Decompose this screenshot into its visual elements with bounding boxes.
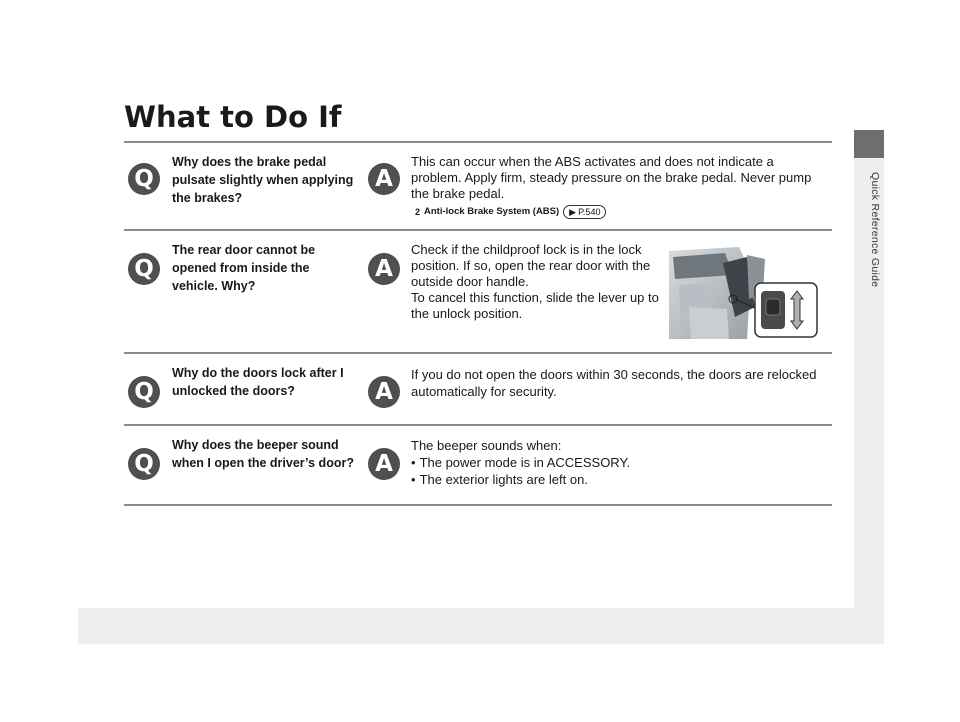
question-text: Why do the doors lock after I unlocked the doors? — [172, 366, 344, 398]
question-text: Why does the beeper sound when I open the driver’s door? — [172, 438, 354, 470]
page-reference-link[interactable] — [563, 205, 606, 219]
bullet-icon: • — [411, 455, 416, 470]
answer-badge-icon: A — [368, 376, 400, 408]
question-badge-icon: Q — [128, 253, 160, 285]
question-text: Why does the brake pedal pulsate slightly when applying the brakes? — [172, 155, 354, 205]
answer-badge-icon: A — [368, 448, 400, 480]
question-badge-icon: Q — [128, 163, 160, 195]
reference-arrow-icon: 2 — [415, 207, 421, 217]
qa-item-auto-relock — [124, 354, 832, 426]
cross-reference[interactable] — [411, 204, 821, 220]
bullet-item — [411, 471, 821, 488]
bullet-text: The exterior lights are left on. — [419, 472, 588, 487]
bullet-icon: • — [411, 472, 416, 487]
answer-badge-icon: A — [368, 163, 400, 195]
question-badge-icon: Q — [128, 448, 160, 480]
answer-text: This can occur when the ABS activates and does not indicate a problem. Apply firm, steady pressure on the brake pedal. Never pump the brake pedal. — [411, 154, 812, 201]
answer-text: The beeper sounds when: — [411, 438, 562, 453]
footer-band — [78, 608, 884, 644]
page-title: What to Do If — [124, 100, 342, 134]
answer-badge-icon: A — [368, 253, 400, 285]
question-text: The rear door cannot be opened from inside the vehicle. Why? — [172, 243, 316, 293]
answer-text-secondary: To cancel this function, slide the lever up to the unlock position. — [411, 290, 659, 321]
question-badge-icon: Q — [128, 376, 160, 408]
qa-item-rear-door — [124, 231, 832, 354]
qa-item-brake-pedal — [124, 143, 832, 231]
answer-text-block — [411, 366, 821, 400]
row-rule — [124, 504, 832, 506]
page-link-arrow-icon: ▶ — [569, 207, 577, 217]
reference-title: Anti-lock Brake System (ABS) — [424, 206, 560, 217]
answer-text-block — [411, 242, 659, 322]
childproof-lock-illustration-icon — [669, 247, 819, 339]
answer-text: If you do not open the doors within 30 seconds, the doors are relocked automatically for security. — [411, 367, 817, 399]
bullet-text: The power mode is in ACCESSORY. — [419, 455, 631, 470]
page-reference-label: P.540 — [578, 207, 601, 217]
section-tab[interactable] — [854, 130, 884, 158]
section-label: Quick Reference Guide — [869, 172, 881, 288]
bullet-item — [411, 454, 821, 471]
answer-text-block — [411, 437, 821, 488]
answer-text-block — [411, 154, 821, 220]
answer-text: Check if the childproof lock is in the lock position. If so, open the rear door with the outside door handle. — [411, 242, 651, 289]
qa-item-beeper — [124, 426, 832, 508]
